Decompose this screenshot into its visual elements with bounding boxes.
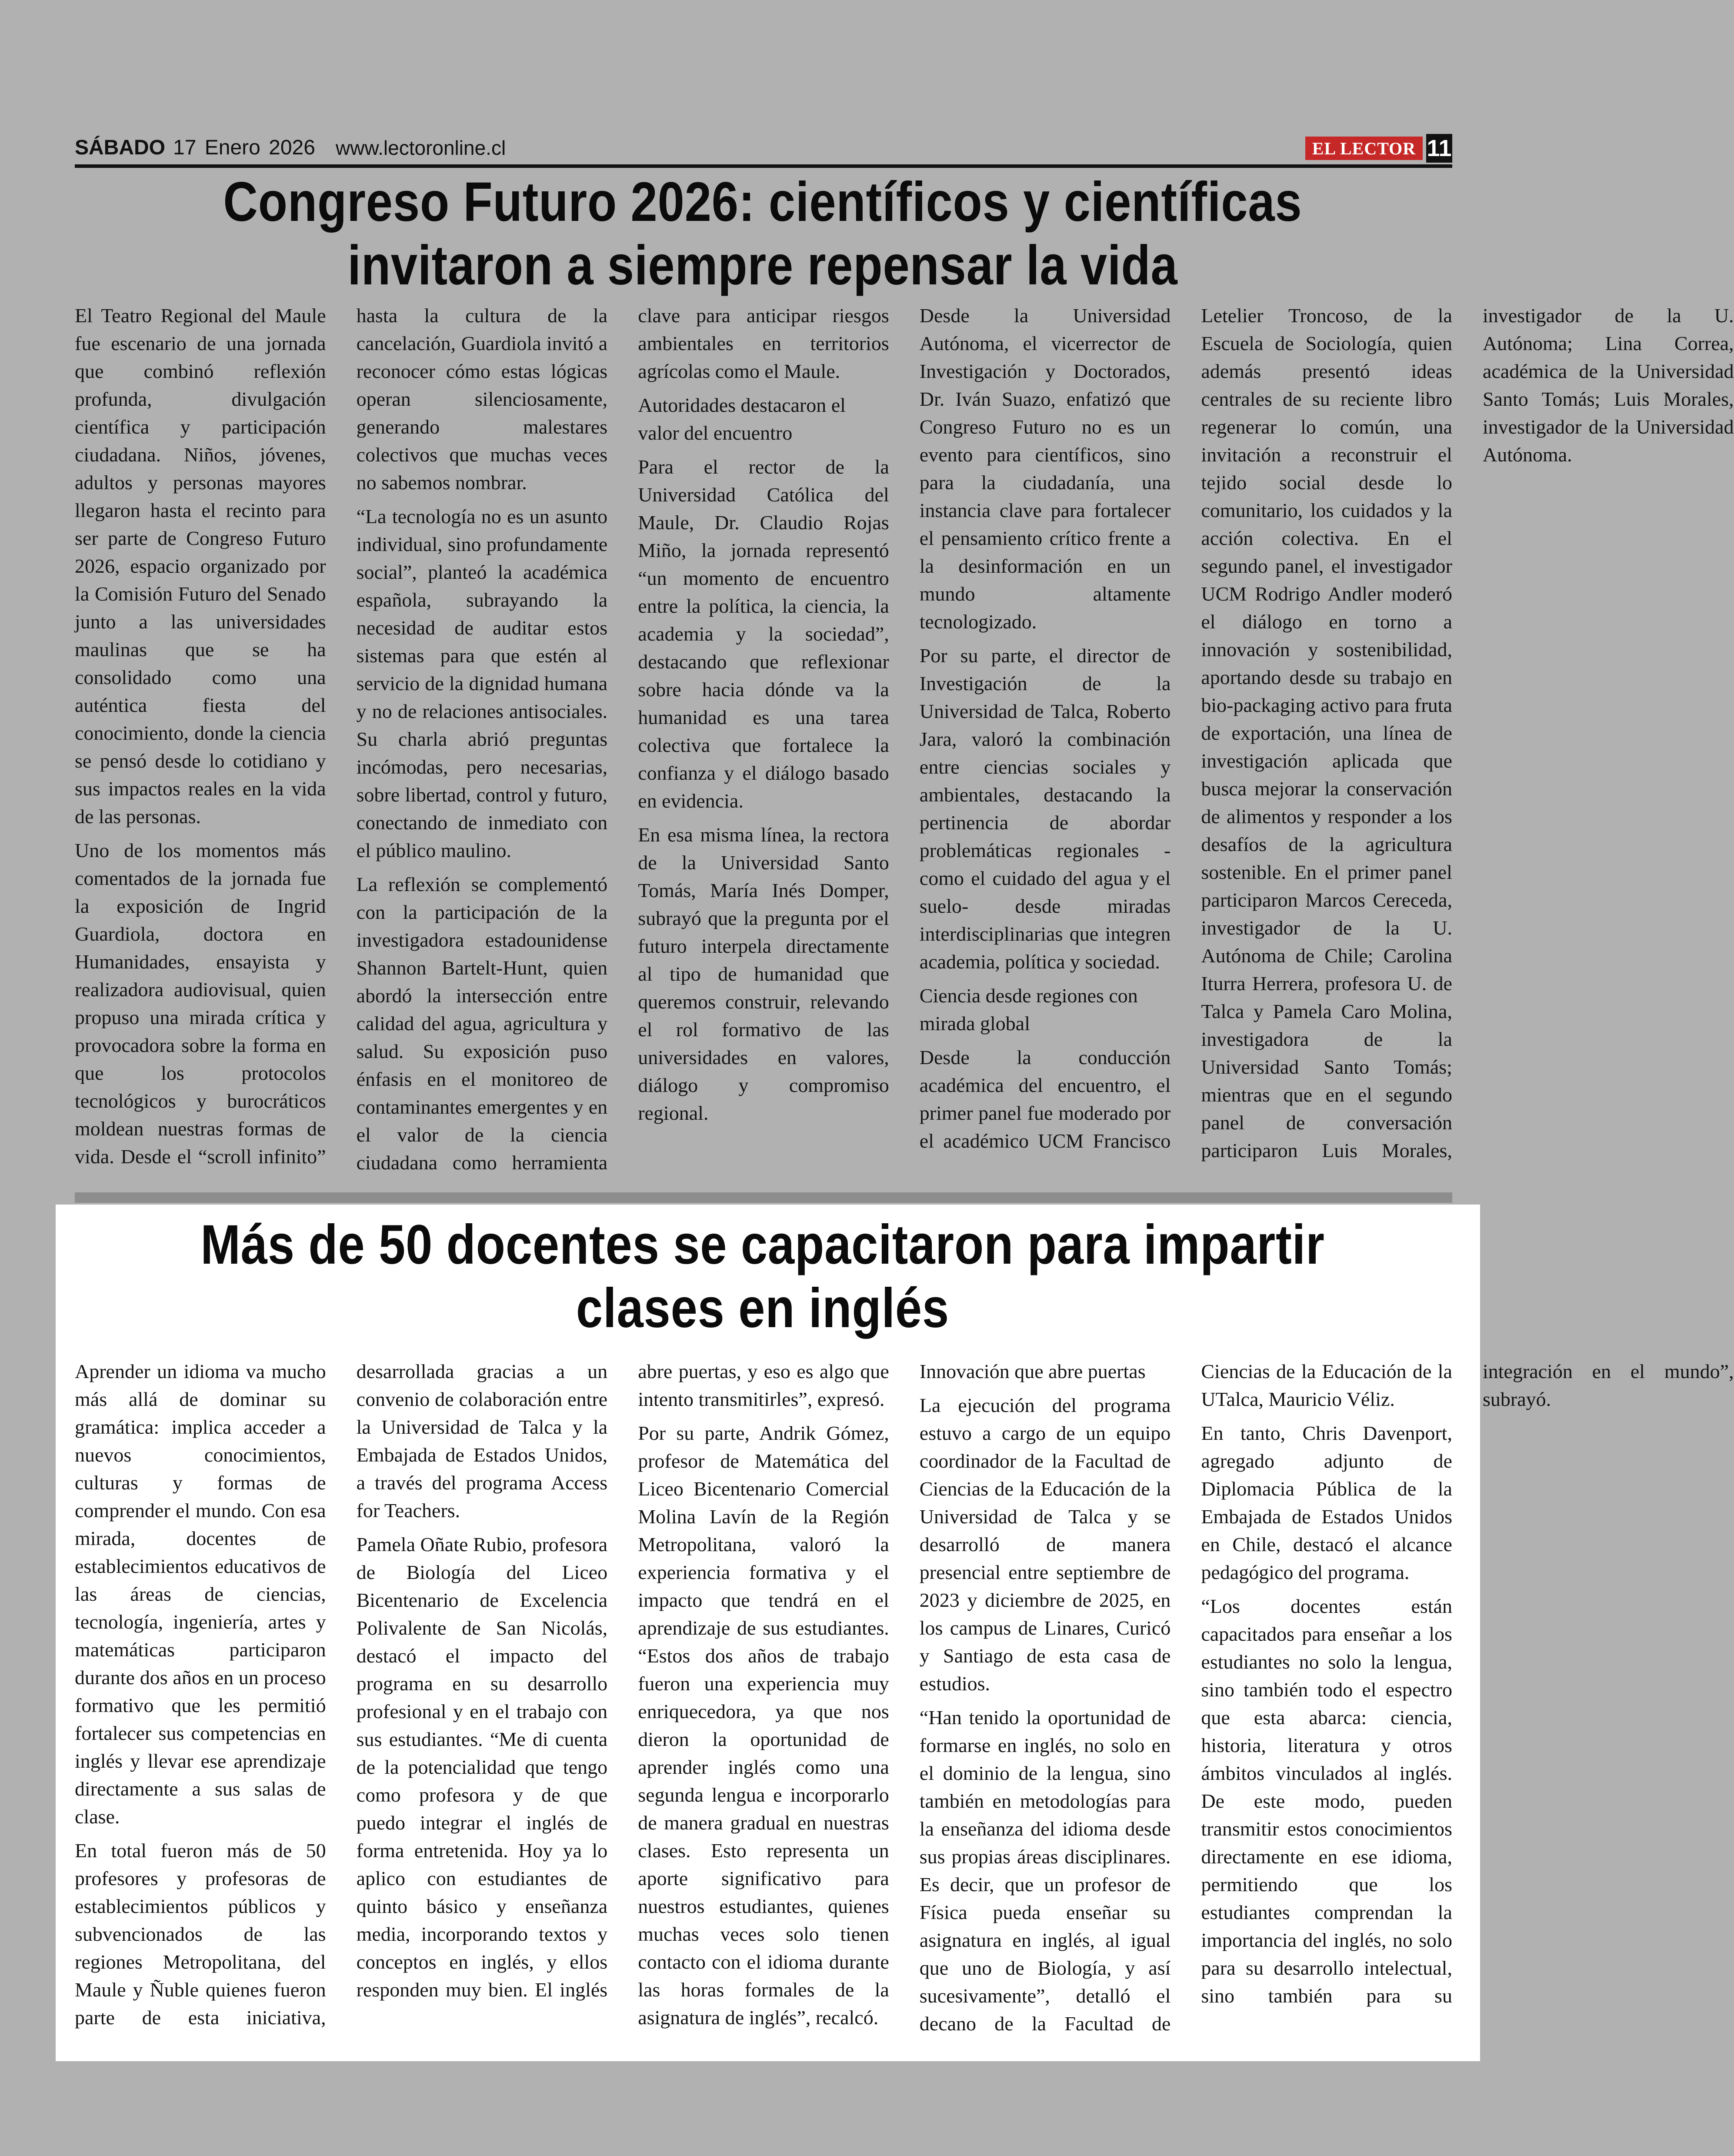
page-number: 11 bbox=[1426, 134, 1452, 163]
header-date: 17 Enero 2026 bbox=[173, 136, 315, 159]
article2-paragraph: “Los docentes están capacitados para enseñar a los estudiantes no solo la lengua, sino también todo el espectro que esta abarca: ciencia, historia, literatura y otros ámbitos vinculados al inglés. De este modo, pueden transmitir estos conocimientos directamente en ese idioma, permitiendo que los estudiantes comprendan la importancia del inglés, no solo para su desarrollo intelectual, sino también para su integración en el mundo”, subrayó. bbox=[1201, 1360, 1734, 2007]
article1-paragraph: “La tecnología no es un asunto individual, sino profundamente social”, planteó la académica española, subrayando la necesidad de auditar estos sistemas para que estén al servicio de la dignidad humana y no de relaciones antisociales. Su charla abrió preguntas incómodas, pero necesarias, sobre libertad, control y futuro, conectando de inmediato con el público maulino. bbox=[356, 505, 608, 861]
article1-paragraph: Uno de los momentos más comentados de la jornada fue la exposición de Ingrid Guardiola, doctora en Humanidades, ensayista y realizadora audiovisual, quien propuso una mirada crítica y provocadora sobre la forma en que los protocolos tecnológicos y burocráticos moldean nuestras formas de vida. Desde el “scroll infinito” hasta la cultura de la cancelación, Guardiola invitó a reconocer cómo estas lógicas operan silenciosamente, generando malestares colectivos que muchas veces no sabemos nombrar. bbox=[75, 304, 608, 1168]
article2-body bbox=[75, 1358, 1734, 2055]
header-rule bbox=[75, 164, 1452, 168]
article1-paragraph: Desde la conducción académica del encuentro, el primer panel fue moderado por el académico UCM Francisco Letelier Troncoso, de la Escuela de Sociología, quien además presentó ideas centrales de su reciente libro regenerar lo común, una invitación a reconstruir el tejido social desde lo comunitario, los cuidados y la acción colectiva. En el segundo panel, el investigador UCM Rodrigo Andler moderó el diálogo en torno a innovación y sostenibilidad, aportando desde su trabajo en bio-packaging activo para fruta de exportación, una línea de investigación aplicada que busca mejorar la conservación de alimentos y responder a los desafíos de la agricultura sostenible. En el primer panel participaron Marcos Cereceda, investigador de la U. Autónoma de Chile; Carolina Iturra Herrera, profesora U. de Talca y Pamela Caro Molina, investigadora de la Universidad Santo Tomás; mientras que en el segundo panel de conversación participaron Luis Morales, investigador de la U. Autónoma; Lina Correa, académica de la Universidad Santo Tomás; Luis Morales, investigador de la Universidad Autónoma. bbox=[919, 304, 1734, 1161]
article2-paragraph: Por su parte, Andrik Gómez, profesor de Matemática del Liceo Bicentenario Comercial Molina Lavín de la Región Metropolitana, valoró la experiencia formativa y el impacto que tendrá en el aprendizaje de sus estudiantes. “Estos dos años de trabajo fueron una experiencia muy enriquecedora, ya que nos dieron la oportunidad de aprender inglés como una segunda lengua e incorporarlo de manera gradual en nuestras clases. Esto representa un aporte significativo para nuestros estudiantes, quienes muchas veces solo tienen contacto con el idioma durante las horas formales de la asignatura de inglés”, recalcó. bbox=[638, 1422, 889, 2029]
article2-paragraph: En total fueron más de 50 profesores y profesoras de establecimientos públicos y subvencionados de las regiones Metropolitana, del Maule y Ñuble quienes fueron parte de esta iniciativa, desarrollada gracias a un convenio de colaboración entre la Universidad de Talca y la Embajada de Estados Unidos, a través del programa Access for Teachers. bbox=[75, 1360, 608, 2029]
article1-paragraph: Desde la Universidad Autónoma, el vicerrector de Investigación y Doctorados, Dr. Iván Suazo, enfatizó que Congreso Futuro no es un evento para científicos, sino para la ciudadanía, una instancia clave para fortalecer el pensamiento crítico frente a la desinformación en un mundo altamente tecnologizado. bbox=[919, 304, 1171, 633]
article2-subheading: Innovación que abre puertas bbox=[919, 1360, 1146, 1382]
article1-paragraph: El Teatro Regional del Maule fue escenario de una jornada que combinó reflexión profunda, divulgación científica y participación ciudadana. Niños, jóvenes, adultos y personas mayores llegaron hasta el recinto para ser parte de Congreso Futuro 2026, espacio organizado por la Comisión Futuro del Senado junto a las universidades maulinas que se ha consolidado como una auténtica fiesta del conocimiento, donde la ciencia se pensó desde lo cotidiano y sus impactos reales en la vida de las personas. bbox=[75, 304, 326, 828]
article2-paragraph: La ejecución del programa estuvo a cargo de un equipo coordinador de la Facultad de Ciencias de la Educación de la Universidad de Talca y se desarrolló de manera presencial entre septiembre de 2023 y diciembre de 2025, en los campus de Linares, Curicó y Santiago de esta casa de estudios. bbox=[919, 1394, 1171, 1695]
article2-paragraph: Pamela Oñate Rubio, profesora de Biología del Liceo Bicentenario de Excelencia Polivalente de San Nicolás, destacó el impacto del programa en su desarrollo profesional y en el trabajo con sus estudiantes. “Me di cuenta de la potencialidad que tengo como profesora y de que puedo integrar el inglés de forma entretenida. Hoy ya lo aplico con estudiantes de quinto básico y enseñanza media, incorporando textos y conceptos en inglés, y ellos responden muy bien. El inglés abre puertas, y eso es algo que intento transmitirles”, expresó. bbox=[356, 1360, 889, 2001]
article1-paragraph: Para el rector de la Universidad Católica del Maule, Dr. Claudio Rojas Miño, la jornada representó “un momento de encuentro entre la política, la ciencia, la academia y la sociedad”, destacando que reflexionar sobre hacia dónde va la humanidad es una tarea colectiva que fortalece la confianza y el diálogo basado en evidencia. bbox=[638, 456, 889, 812]
header-day: SÁBADO bbox=[75, 136, 166, 159]
article2-paragraph: Aprender un idioma va mucho más allá de dominar su gramática: implica acceder a nuevos conocimientos, culturas y formas de comprender el mundo. Con esa mirada, docentes de establecimientos educativos de las áreas de ciencias, tecnología, ingeniería, artes y matemáticas participaron durante dos años en un proceso formativo que les permitió fortalecer sus competencias en inglés y llevar ese aprendizaje directamente a sus salas de clase. bbox=[75, 1360, 326, 1828]
article2-paragraph: En tanto, Chris Davenport, agregado adjunto de Diplomacia Pública de la Embajada de Estados Unidos en Chile, destacó el alcance pedagógico del programa. bbox=[1201, 1422, 1452, 1583]
page-header bbox=[75, 134, 1452, 164]
article2-headline: Más de 50 docentes se capacitaron para impartir clases en inglés bbox=[200, 1214, 1325, 1339]
article1-headline: Congreso Futuro 2026: científicos y científicas invitaron a siempre repensar la vida bbox=[223, 171, 1302, 297]
article1-subheading: Autoridades destacaron el valor del encuentro bbox=[638, 394, 846, 444]
article1-body bbox=[75, 302, 1734, 1179]
article1-paragraph: Por su parte, el director de Investigación de la Universidad de Talca, Roberto Jara, valoró la combinación entre ciencias sociales y ambientales, destacando la pertinencia de abordar problemáticas regionales -como el cuidado del agua y el suelo- desde miradas interdisciplinarias que integren academia, política y sociedad. bbox=[919, 644, 1171, 973]
article2-paragraph: “Han tenido la oportunidad de formarse en inglés, no solo en el dominio de la lengua, sino también en metodologías para la enseñanza del idioma desde sus propias áreas disciplinares. Es decir, que un profesor de Física pueda enseñar su asignatura en inglés, al igual que uno de Biología, y así sucesivamente”, detalló el decano de la Facultad de Ciencias de la Educación de la UTalca, Mauricio Véliz. bbox=[919, 1360, 1452, 2035]
article1-paragraph: En esa misma línea, la rectora de la Universidad Santo Tomás, María Inés Domper, subrayó que la pregunta por el futuro interpela directamente al tipo de humanidad que queremos construir, relevando el rol formativo de las universidades en valores, diálogo y compromiso regional. bbox=[638, 824, 889, 1124]
section-divider bbox=[75, 1192, 1452, 1203]
header-url[interactable]: www.lectoronline.cl bbox=[336, 137, 506, 159]
newspaper-logo: EL LECTOR bbox=[1305, 137, 1423, 160]
article1-subheading: Ciencia desde regiones con mirada global bbox=[919, 985, 1138, 1035]
article1-paragraph: La reflexión se complementó con la participación de la investigadora estadounidense Shannon Bartelt-Hunt, quien abordó la intersección entre calidad del agua, agricultura y salud. Su exposición puso énfasis en el monitoreo de contaminantes emergentes y en el valor de la ciencia ciudadana como herramienta clave para anticipar riesgos ambientales en territorios agrícolas como el Maule. bbox=[356, 304, 889, 1174]
